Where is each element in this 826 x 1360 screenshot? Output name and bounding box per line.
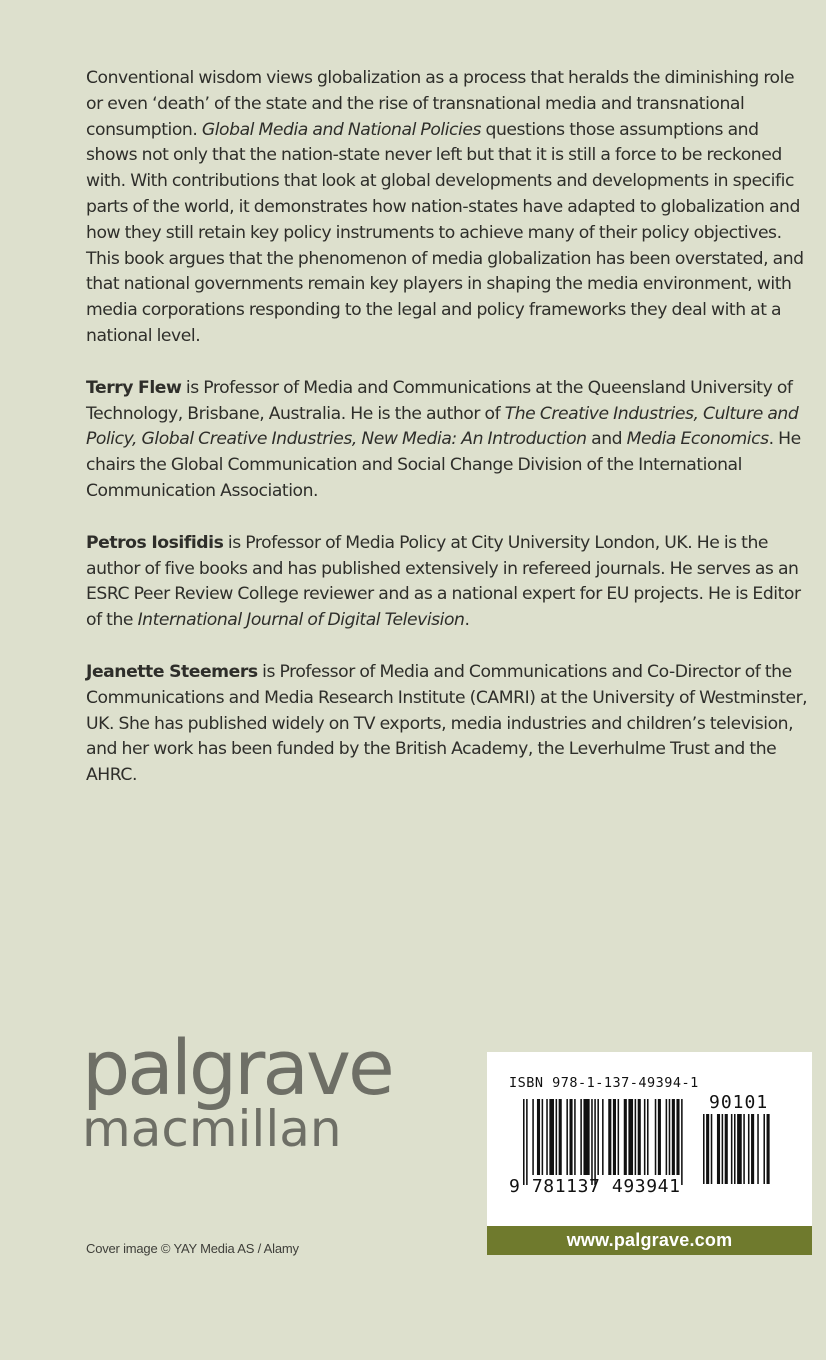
barcode-bar <box>574 1099 576 1175</box>
barcode-bar <box>706 1114 709 1184</box>
barcode-bar <box>537 1099 540 1175</box>
author-bio-flew <box>86 376 814 505</box>
barcode-bar <box>570 1099 573 1175</box>
bio-text: and <box>586 429 627 450</box>
description-text-cont: questions those assumptions and shows not only that the nation-state never left but that it is still a force to be reckoned with. With contributions that look at global developments and developments in specific parts of the world, it demonstrates how nation-states have adapted to globalization and how they still retain key policy instruments to achieve many of their policy objectives. This book argues that the phenomenon of media globalization has been overstated, and that national governments remain key players in shaping the media environment, with media corporations responding to the legal and policy frameworks they deal with at a national level. <box>86 119 804 346</box>
barcode-bar <box>628 1099 633 1175</box>
barcode-bar <box>624 1099 627 1175</box>
barcode-bar <box>655 1099 657 1175</box>
barcode-bar <box>566 1099 568 1175</box>
barcode-bar <box>594 1099 596 1185</box>
barcode-bar <box>597 1099 599 1175</box>
barcode-bar <box>763 1114 765 1184</box>
barcode-bar <box>681 1099 683 1185</box>
barcode-bar <box>608 1099 611 1175</box>
barcode-bar <box>635 1099 637 1175</box>
barcode-bar <box>658 1099 661 1175</box>
cover-credit: Cover image © YAY Media AS / Alamy <box>86 1241 299 1256</box>
barcode-bar <box>580 1099 582 1175</box>
barcode-bar <box>559 1099 562 1175</box>
barcode-bar <box>676 1099 679 1175</box>
author-name: Jeanette Steemers <box>86 661 258 682</box>
isbn-label: ISBN 978-1-137-49394-1 <box>509 1075 699 1091</box>
bio-text: is Professor of Media and Communications at the Queensland University of Technology, Brisbane, Australia. He is the author of <box>86 377 793 424</box>
addon-barcode <box>703 1114 787 1190</box>
journal-title: International Journal of Digital Television <box>137 610 465 631</box>
barcode-bar <box>669 1099 671 1175</box>
logo-palgrave: palgrave <box>82 1023 392 1112</box>
bio-text: is Professor of Media Policy at City University London, UK. He is the author of five books and has published extensively in refereed journals. He serves as an ESRC Peer Review College reviewer and as a national expert for EU projects. He is Editor of the <box>86 532 801 631</box>
book-titles: The Creative Industries, Culture and Policy, Global Creative Industries, New Media: An Introduction <box>86 403 799 450</box>
barcode-bar <box>638 1099 641 1175</box>
barcode-bar <box>647 1099 649 1175</box>
barcode-bar <box>725 1114 728 1184</box>
bio-text: . <box>464 610 470 631</box>
barcode-bar <box>583 1099 589 1175</box>
barcode-bar <box>737 1114 742 1184</box>
barcode-bar <box>743 1114 745 1184</box>
barcode-bar <box>644 1099 646 1175</box>
barcode-bar <box>549 1099 554 1175</box>
barcode-bar <box>751 1114 754 1184</box>
barcode-bar <box>523 1099 525 1185</box>
barcode-bar <box>757 1114 759 1184</box>
barcode-bar <box>672 1099 675 1175</box>
barcode-bar <box>722 1114 724 1184</box>
author-bio-steemers <box>86 660 814 789</box>
barcode-bar <box>591 1099 593 1185</box>
barcode-bar <box>526 1099 528 1185</box>
back-cover-text <box>86 66 814 815</box>
author-name: Petros Iosifidis <box>86 532 224 553</box>
barcode-bar <box>734 1114 736 1184</box>
price-code: 90101 <box>709 1092 769 1113</box>
barcode-bar <box>666 1099 668 1175</box>
publisher-logo <box>82 1023 392 1158</box>
logo-macmillan: macmillan <box>82 1100 342 1158</box>
barcode-bar <box>767 1114 770 1184</box>
barcode-bar <box>613 1099 616 1175</box>
barcode-bar <box>703 1114 705 1184</box>
barcode-bar <box>556 1099 558 1175</box>
barcode-bar <box>717 1114 720 1184</box>
ean-digits: 9 781137 493941 <box>509 1176 681 1197</box>
barcode-bar <box>748 1114 750 1184</box>
bio-text: . He chairs the Global Communication and Social Change Division of the International Communication Association. <box>86 429 801 501</box>
barcode-bar <box>711 1114 713 1184</box>
barcode-bar <box>731 1114 733 1184</box>
description-text: Conventional wisdom views globalization as a process that heralds the diminishing role or even ‘death’ of the state and the rise of transnational media and transnational consumption. <box>86 68 795 140</box>
barcode-bar <box>542 1099 544 1175</box>
barcode-panel <box>487 1052 812 1226</box>
author-name: Terry Flew <box>86 377 182 398</box>
book-title: Global Media and National Policies <box>201 119 482 140</box>
barcode-bar <box>602 1099 604 1175</box>
book-title: Media Economics <box>626 429 769 450</box>
publisher-url[interactable]: www.palgrave.com <box>487 1226 812 1255</box>
author-bio-iosifidis <box>86 531 814 634</box>
barcode-bar <box>546 1099 548 1175</box>
bio-text: is Professor of Media and Communications and Co-Director of the Communications and Media Research Institute (CAMRI) at the University of Westminster, UK. She has published widely on TV exports, media industries and children’s television, and her work has been funded by the British Academy, the Leverhulme Trust and the AHRC. <box>86 661 808 786</box>
book-description <box>86 66 814 350</box>
barcode-bar <box>618 1099 620 1175</box>
barcode-bar <box>532 1099 534 1175</box>
